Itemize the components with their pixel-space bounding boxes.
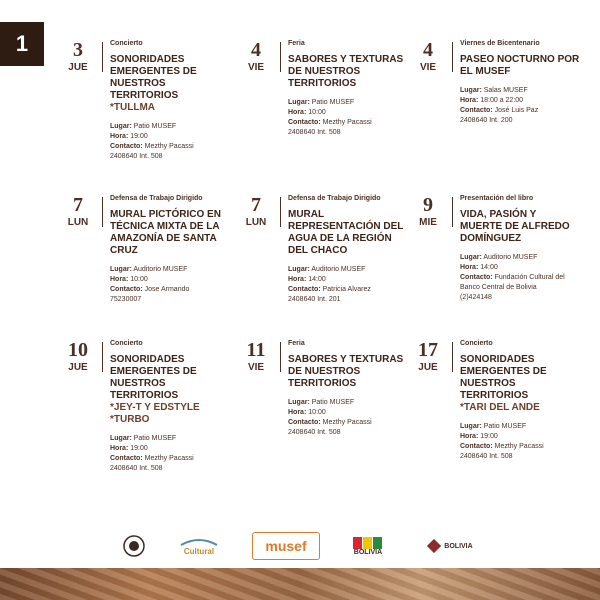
event-info [460,86,580,126]
bolivia-200-logo-text: BOLIVIA [353,548,383,556]
event-info [460,253,580,303]
event-type: Concierto [110,40,143,47]
hora-label: Hora: [460,433,479,440]
event-title [288,354,408,390]
event-subtitle: *TARI DEL ANDE [460,402,540,413]
divider [280,42,281,72]
cultural-logo [178,534,220,558]
event-hora: 10:00 [130,276,148,283]
contacto-label: Contacto: [288,419,321,426]
event-title [460,354,580,414]
event-subtitle: *TULLMA [110,102,155,113]
event-phone: 2408640 Int. 508 [460,453,513,460]
event-weekday: MIE [419,217,437,228]
event-info [110,122,230,162]
event-day: 3 [73,39,83,61]
event-type: Defensa de Trabajo Dirigido [110,195,203,202]
event-title [110,209,230,257]
divider [280,342,281,372]
event-lugar: Auditorio MUSEF [483,254,538,261]
hora-label: Hora: [110,133,129,140]
estado-bolivia-logo-text: BOLIVIA [444,542,473,550]
event-type: Feria [288,40,305,47]
divider [102,342,103,372]
event-day: 10 [68,339,88,361]
event-day: 11 [246,339,266,361]
lugar-label: Lugar: [110,123,132,130]
event-contacto: Mezthy Pacassi [322,119,372,126]
event-title-text: SABORES Y TEXTURAS DE NUESTROS TERRITORIOS [288,54,404,89]
event-lugar: Patio MUSEF [311,99,355,106]
event-title [288,209,408,257]
hora-label: Hora: [460,264,479,271]
musef-logo-text: musef [265,538,307,554]
event-contacto: Mezthy Pacassi [494,443,544,450]
lugar-label: Lugar: [460,254,482,261]
divider [280,197,281,227]
event-phone: 75230007 [110,296,142,303]
lugar-label: Lugar: [288,99,310,106]
event-weekday: VIE [419,62,437,73]
event-day: 4 [423,39,433,61]
divider [102,197,103,227]
event-subtitle: *JEY-T Y EDSTYLE *TURBO [110,402,200,425]
contacto-label: Contacto: [460,274,493,281]
event-contacto: Jose Armando [144,286,190,293]
event-type: Defensa de Trabajo Dirigido [288,195,381,202]
event-type: Viernes de Bicentenario [460,40,540,47]
event-type: Concierto [110,340,143,347]
event-phone: 2408640 Int. 508 [110,153,163,160]
event-hora: 19:00 [130,445,148,452]
event-day: 7 [251,194,261,216]
event-type: Feria [288,340,305,347]
event-lugar: Patio MUSEF [133,435,177,442]
hora-label: Hora: [288,276,307,283]
event-info [288,398,408,438]
event-day: 17 [418,339,438,361]
event-title-text: SABORES Y TEXTURAS DE NUESTROS TERRITORIOS [288,354,404,389]
event-lugar: Salas MUSEF [483,87,528,94]
divider [452,197,453,227]
event-title [110,54,230,114]
event-hora: 18:00 a 22:00 [480,97,524,104]
event-day: 9 [423,194,433,216]
event-contacto: Mezthy Pacassi [144,143,194,150]
event-contacto: Patricia Alvarez [322,286,371,293]
page-number: 1 [15,31,29,56]
event-date [62,40,94,73]
hora-label: Hora: [460,97,479,104]
event-phone: 2408640 Int. 508 [288,129,341,136]
event-info [288,265,408,305]
event-phone: (2)424148 [460,294,492,301]
divider [452,42,453,72]
event-title-text: SONORIDADES EMERGENTES DE NUESTROS TERRITORIOS [110,354,197,401]
event-hora: 10:00 [308,109,326,116]
event-title-text: SONORIDADES EMERGENTES DE NUESTROS TERRITORIOS [110,54,197,101]
event-info [110,434,230,474]
contacto-label: Contacto: [110,455,143,462]
event-weekday: VIE [247,62,265,73]
hora-label: Hora: [110,276,129,283]
event-title-text: MURAL PICTÓRICO EN TÉCNICA MIXTA DE LA AMAZONÍA DE SANTA CRUZ [110,209,221,256]
contacto-label: Contacto: [110,143,143,150]
sponsor-logos [0,528,600,564]
cultural-logo-text: Cultural [183,546,215,556]
event-lugar: Patio MUSEF [311,399,355,406]
event-hora: 19:00 [130,133,148,140]
lugar-label: Lugar: [288,266,310,273]
event-title [460,209,580,245]
event-title-text: VIDA, PASIÓN Y MUERTE DE ALFREDO DOMÍNGUEZ [460,209,570,244]
event-lugar: Auditorio MUSEF [133,266,188,273]
event-hora: 19:00 [480,433,498,440]
event-hora: 10:00 [308,409,326,416]
event-info [110,265,230,305]
event-phone: 2408640 Int. 508 [288,429,341,436]
event-hora: 14:00 [480,264,498,271]
lugar-label: Lugar: [110,266,132,273]
event-phone: 2408640 Int. 201 [288,296,341,303]
event-contacto: Mezthy Pacassi [144,455,194,462]
event-day: 4 [251,39,261,61]
hora-label: Hora: [288,409,307,416]
hora-label: Hora: [288,109,307,116]
event-lugar: Auditorio MUSEF [311,266,366,273]
event-weekday: LUN [245,217,267,228]
hora-label: Hora: [110,445,129,452]
event-contacto: José Luis Paz [494,107,539,114]
event-weekday: VIE [247,362,265,373]
divider [452,342,453,372]
page-number-tab [0,22,44,66]
event-day: 7 [73,194,83,216]
event-lugar: Patio MUSEF [483,423,527,430]
event-contacto: Mezthy Pacassi [322,419,372,426]
event-info [460,422,580,462]
contacto-label: Contacto: [288,119,321,126]
event-type: Concierto [460,340,493,347]
divider [102,42,103,72]
event-title [288,54,408,90]
lugar-label: Lugar: [460,423,482,430]
event-weekday: JUE [68,362,88,373]
lugar-label: Lugar: [288,399,310,406]
event-weekday: LUN [67,217,89,228]
contacto-label: Contacto: [460,107,493,114]
event-title-text: SONORIDADES EMERGENTES DE NUESTROS TERRITORIOS [460,354,547,401]
rope-texture-image [0,568,600,600]
event-lugar: Patio MUSEF [133,123,177,130]
lugar-label: Lugar: [460,87,482,94]
event-weekday: JUE [68,62,88,73]
event-title [110,354,230,426]
event-phone: 2408640 Int. 508 [110,465,163,472]
contacto-label: Contacto: [460,443,493,450]
event-title [460,54,580,78]
event-hora: 14:00 [308,276,326,283]
lugar-label: Lugar: [110,435,132,442]
contacto-label: Contacto: [110,286,143,293]
musef-logo [252,532,320,560]
event-title-text: MURAL REPRESENTACIÓN DEL AGUA DE LA REGIÓN DEL CHACO [288,209,404,256]
seal-logo [122,534,146,558]
event-title-text: PASEO NOCTURNO POR EL MUSEF [460,54,580,77]
estado-bolivia-logo [422,536,478,556]
event-weekday: JUE [418,362,438,373]
event-phone: 2408640 Int. 200 [460,117,513,124]
event-type: Presentación del libro [460,195,534,202]
event-contacto: Fundación Cultural del Banco Central de Bolivia [460,274,565,291]
contacto-label: Contacto: [288,286,321,293]
event-info [288,98,408,138]
bolivia-200-logo [350,532,386,560]
